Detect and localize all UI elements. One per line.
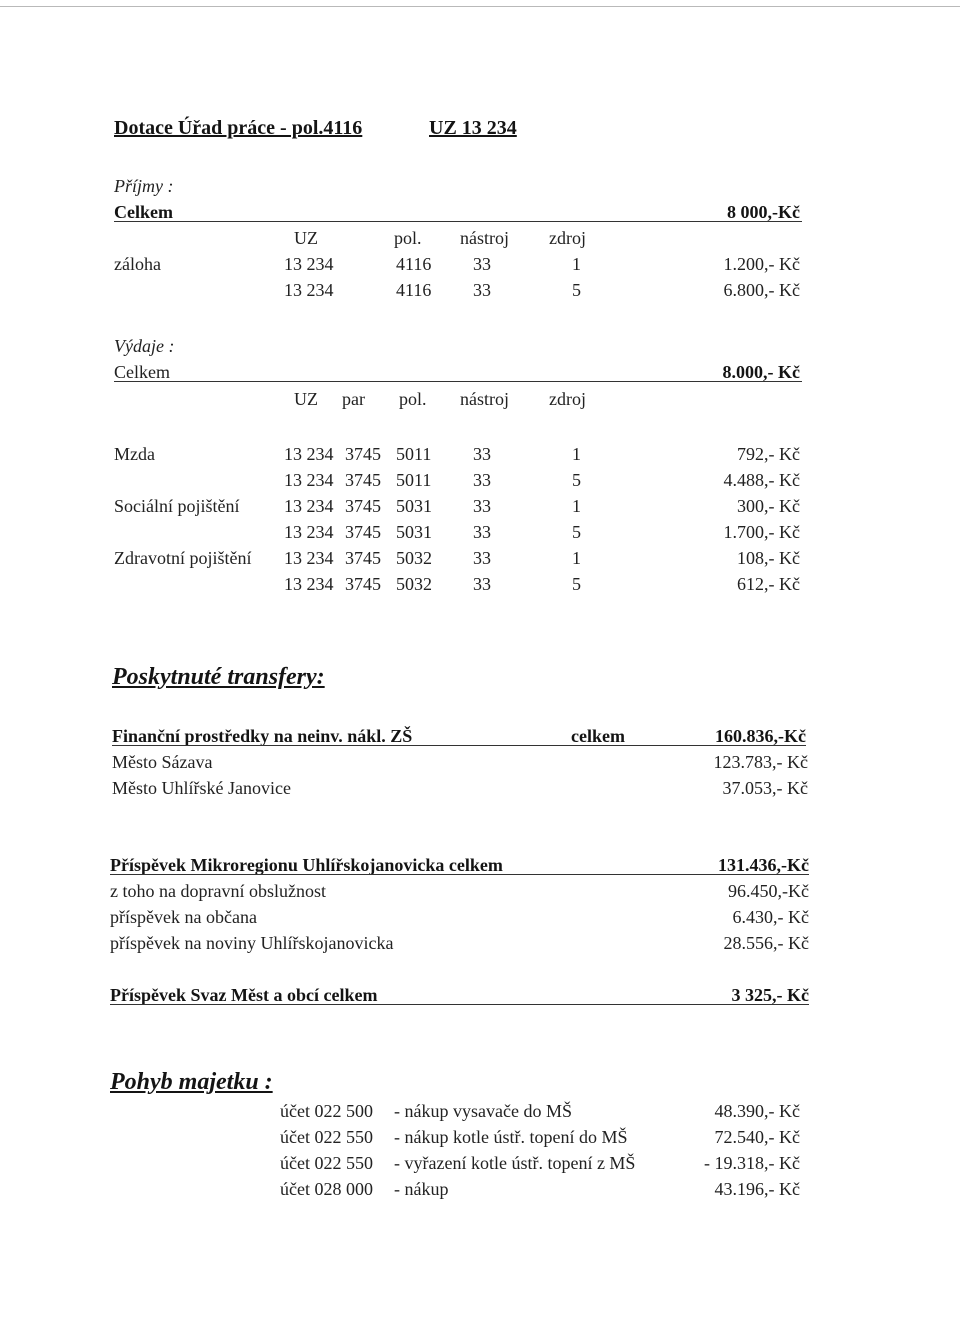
vydaje-row-zdroj: 1 xyxy=(572,496,581,516)
mikroregion-label: Příspěvek Mikroregionu Uhlířskojanovicka celkem xyxy=(110,855,503,875)
prijmy-total-label: Celkem xyxy=(114,202,173,222)
neinv-item-amount: 37.053,- Kč xyxy=(722,778,808,798)
vydaje-row-par: 3745 xyxy=(345,522,381,542)
neinv-rule xyxy=(112,745,806,746)
prijmy-row-uz: 13 234 xyxy=(284,254,334,274)
vydaje-col-nastroj: nástroj xyxy=(460,389,509,409)
vydaje-row-par: 3745 xyxy=(345,548,381,568)
prijmy-total-value: 8 000,-Kč xyxy=(727,202,800,222)
vydaje-row-uz: 13 234 xyxy=(284,470,334,490)
vydaje-row-pol: 5032 xyxy=(396,548,432,568)
vydaje-row-pol: 5031 xyxy=(396,522,432,542)
vydaje-row-uz: 13 234 xyxy=(284,496,334,516)
vydaje-row-zdroj: 1 xyxy=(572,444,581,464)
prijmy-row-pol: 4116 xyxy=(396,280,432,300)
vydaje-row-nastroj: 33 xyxy=(473,548,491,568)
neinv-item-label: Město Sázava xyxy=(112,752,213,772)
majetek-row-amount: 48.390,- Kč xyxy=(714,1101,800,1121)
vydaje-row-uz: 13 234 xyxy=(284,574,334,594)
vydaje-row-uz: 13 234 xyxy=(284,444,334,464)
vydaje-row-pol: 5011 xyxy=(396,470,432,490)
prijmy-row-pol: 4116 xyxy=(396,254,432,274)
vydaje-row-par: 3745 xyxy=(345,574,381,594)
vydaje-row-nastroj: 33 xyxy=(473,444,491,464)
vydaje-row-amount: 300,- Kč xyxy=(737,496,800,516)
vydaje-col-pol: pol. xyxy=(399,389,427,409)
vydaje-col-par: par xyxy=(342,389,365,409)
prijmy-row-nastroj: 33 xyxy=(473,254,491,274)
mikroregion-item-label: z toho na dopravní obslužnost xyxy=(110,881,326,901)
vydaje-row-zdroj: 5 xyxy=(572,470,581,490)
vydaje-row-label: Zdravotní pojištění xyxy=(114,548,252,568)
vydaje-row-nastroj: 33 xyxy=(473,470,491,490)
vydaje-row-amount: 108,- Kč xyxy=(737,548,800,568)
vydaje-row-par: 3745 xyxy=(345,470,381,490)
svaz-label: Příspěvek Svaz Měst a obcí celkem xyxy=(110,985,378,1005)
vydaje-total-value: 8.000,- Kč xyxy=(722,362,800,382)
mikroregion-total: 131.436,-Kč xyxy=(718,855,809,875)
vydaje-row-amount: 612,- Kč xyxy=(737,574,800,594)
prijmy-row-label: záloha xyxy=(114,254,161,274)
prijmy-col-uz: UZ xyxy=(294,228,318,248)
prijmy-col-pol: pol. xyxy=(394,228,422,248)
majetek-row-account: účet 022 550 xyxy=(280,1127,373,1147)
vydaje-total-rule xyxy=(114,381,802,382)
majetek-row-desc: - nákup kotle ústř. topení do MŠ xyxy=(394,1127,628,1147)
vydaje-row-par: 3745 xyxy=(345,496,381,516)
neinv-item-label: Město Uhlířské Janovice xyxy=(112,778,291,798)
neinv-label: Finanční prostředky na neinv. nákl. ZŠ xyxy=(112,726,413,746)
page-title-uz: UZ 13 234 xyxy=(429,117,517,139)
majetek-row-desc: - nákup xyxy=(394,1179,449,1199)
vydaje-row-nastroj: 33 xyxy=(473,522,491,542)
svaz-rule xyxy=(110,1004,809,1005)
neinv-item-amount: 123.783,- Kč xyxy=(713,752,808,772)
vydaje-row-uz: 13 234 xyxy=(284,548,334,568)
vydaje-row-nastroj: 33 xyxy=(473,496,491,516)
majetek-row-desc: - nákup vysavače do MŠ xyxy=(394,1101,572,1121)
neinv-celkem: celkem xyxy=(571,726,625,746)
vydaje-row-pol: 5011 xyxy=(396,444,432,464)
majetek-row-amount: 72.540,- Kč xyxy=(714,1127,800,1147)
mikroregion-item-label: příspěvek na občana xyxy=(110,907,257,927)
vydaje-row-pol: 5032 xyxy=(396,574,432,594)
vydaje-row-amount: 792,- Kč xyxy=(737,444,800,464)
prijmy-row-zdroj: 1 xyxy=(572,254,581,274)
vydaje-row-amount: 1.700,- Kč xyxy=(723,522,800,542)
prijmy-row-amount: 6.800,- Kč xyxy=(723,280,800,300)
neinv-total: 160.836,-Kč xyxy=(715,726,806,746)
vydaje-row-zdroj: 5 xyxy=(572,522,581,542)
vydaje-row-nastroj: 33 xyxy=(473,574,491,594)
transfery-heading: Poskytnuté transfery: xyxy=(112,664,325,690)
vydaje-heading: Výdaje : xyxy=(114,336,175,356)
vydaje-row-label: Sociální pojištění xyxy=(114,496,240,516)
prijmy-row-amount: 1.200,- Kč xyxy=(723,254,800,274)
svaz-total: 3 325,- Kč xyxy=(731,985,809,1005)
prijmy-col-zdroj: zdroj xyxy=(549,228,586,248)
prijmy-heading: Příjmy : xyxy=(114,176,174,196)
prijmy-total-rule xyxy=(114,221,802,222)
vydaje-col-zdroj: zdroj xyxy=(549,389,586,409)
prijmy-col-nastroj: nástroj xyxy=(460,228,509,248)
mikroregion-item-amount: 6.430,- Kč xyxy=(732,907,809,927)
majetek-row-account: účet 022 550 xyxy=(280,1153,373,1173)
mikroregion-item-amount: 96.450,-Kč xyxy=(728,881,809,901)
vydaje-row-par: 3745 xyxy=(345,444,381,464)
prijmy-row-nastroj: 33 xyxy=(473,280,491,300)
majetek-heading: Pohyb majetku : xyxy=(110,1069,273,1095)
vydaje-total-label: Celkem xyxy=(114,362,170,382)
majetek-row-amount: 43.196,- Kč xyxy=(714,1179,800,1199)
majetek-row-account: účet 022 500 xyxy=(280,1101,373,1121)
vydaje-row-uz: 13 234 xyxy=(284,522,334,542)
prijmy-row-uz: 13 234 xyxy=(284,280,334,300)
vydaje-row-pol: 5031 xyxy=(396,496,432,516)
page-title: Dotace Úřad práce - pol.4116 xyxy=(114,117,363,139)
prijmy-row-zdroj: 5 xyxy=(572,280,581,300)
mikroregion-item-label: příspěvek na noviny Uhlířskojanovicka xyxy=(110,933,394,953)
mikroregion-item-amount: 28.556,- Kč xyxy=(723,933,809,953)
vydaje-row-label: Mzda xyxy=(114,444,155,464)
scan-top-edge xyxy=(0,6,960,7)
vydaje-row-zdroj: 5 xyxy=(572,574,581,594)
mikroregion-rule xyxy=(110,874,809,875)
majetek-row-amount: - 19.318,- Kč xyxy=(704,1153,800,1173)
vydaje-row-zdroj: 1 xyxy=(572,548,581,568)
majetek-row-account: účet 028 000 xyxy=(280,1179,373,1199)
vydaje-row-amount: 4.488,- Kč xyxy=(723,470,800,490)
majetek-row-desc: - vyřazení kotle ústř. topení z MŠ xyxy=(394,1153,636,1173)
vydaje-col-uz: UZ xyxy=(294,389,318,409)
